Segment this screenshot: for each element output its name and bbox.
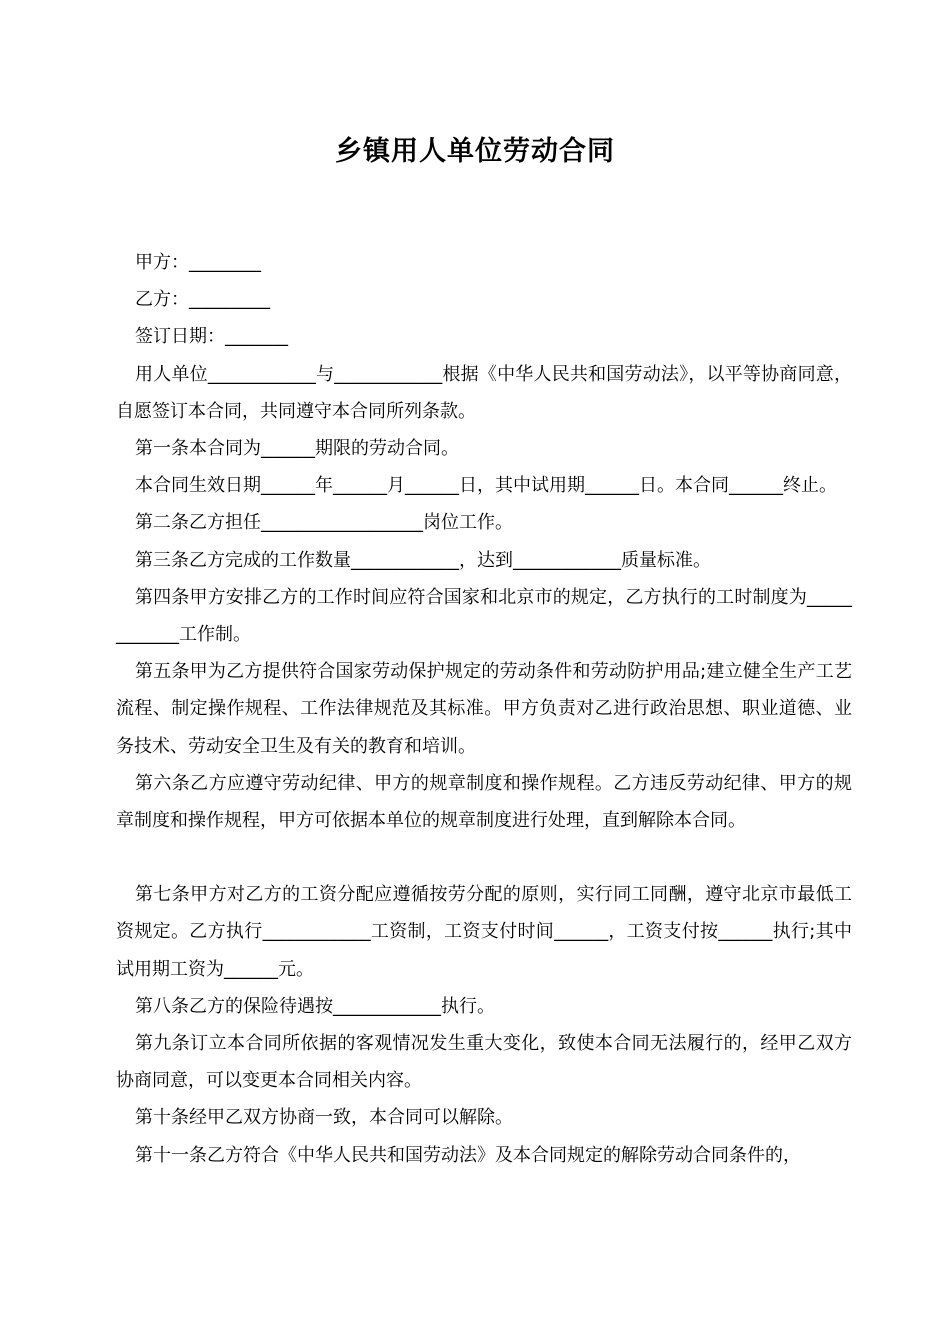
article-4: 第四条甲方安排乙方的工作时间应符合国家和北京市的规定，乙方执行的工时制度为____________工作制。: [116, 586, 852, 646]
article-5: 第五条甲为乙方提供符合国家劳动保护规定的劳动条件和劳动防护用品;建立健全生产工艺流程、制定操作规程、工作法律规范及其标准。甲方负责对乙进行政治思想、职业道德、业务技术、劳动安全卫生及有关的教育和培训。: [116, 661, 852, 757]
article-7: 第七条甲方对乙方的工资分配应遵循按劳分配的原则，实行同工同酬，遵守北京市最低工资规定。乙方执行____________工资制，工资支付时间______，工资支付按______执行;其中试用期工资为______元。: [116, 884, 852, 980]
article-11: 第十一条乙方符合《中华人民共和国劳动法》及本合同规定的解除劳动合同条件的，: [135, 1144, 801, 1166]
preamble-paragraph: 用人单位____________与____________根据《中华人民共和国劳动法》，以平等协商同意，自愿签订本合同，共同遵守本合同所列条款。: [116, 363, 852, 422]
article-1-effective-date: 本合同生效日期______年______月______日，其中试用期______日。本合同______终止。: [135, 475, 837, 497]
article-10: 第十条经甲乙双方协商一致，本合同可以解除。: [135, 1107, 513, 1129]
paragraph-gap: [116, 839, 852, 876]
signing-date-line: 签订日期：_______: [135, 326, 288, 348]
article-1: 第一条本合同为______期限的劳动合同。: [135, 438, 459, 460]
document-body: [116, 244, 852, 1174]
party-a-line: 甲方：________: [135, 252, 261, 273]
article-6: 第六条乙方应遵守劳动纪律、甲方的规章制度和操作规程。乙方违反劳动纪律、甲方的规章制度和操作规程，甲方可依据本单位的规章制度进行处理，直到解除本合同。: [116, 772, 852, 832]
article-3: 第三条乙方完成的工作数量____________，达到____________质量标准。: [135, 549, 711, 571]
article-2: 第二条乙方担任__________________岗位工作。: [135, 512, 513, 534]
party-b-line: 乙方：_________: [135, 289, 270, 311]
article-9: 第九条订立本合同所依据的客观情况发生重大变化，致使本合同无法履行的，经甲乙双方协商同意，可以变更本合同相关内容。: [116, 1033, 852, 1092]
document-title: 乡镇用人单位劳动合同: [335, 136, 615, 167]
article-8: 第八条乙方的保险待遇按____________执行。: [135, 995, 495, 1017]
